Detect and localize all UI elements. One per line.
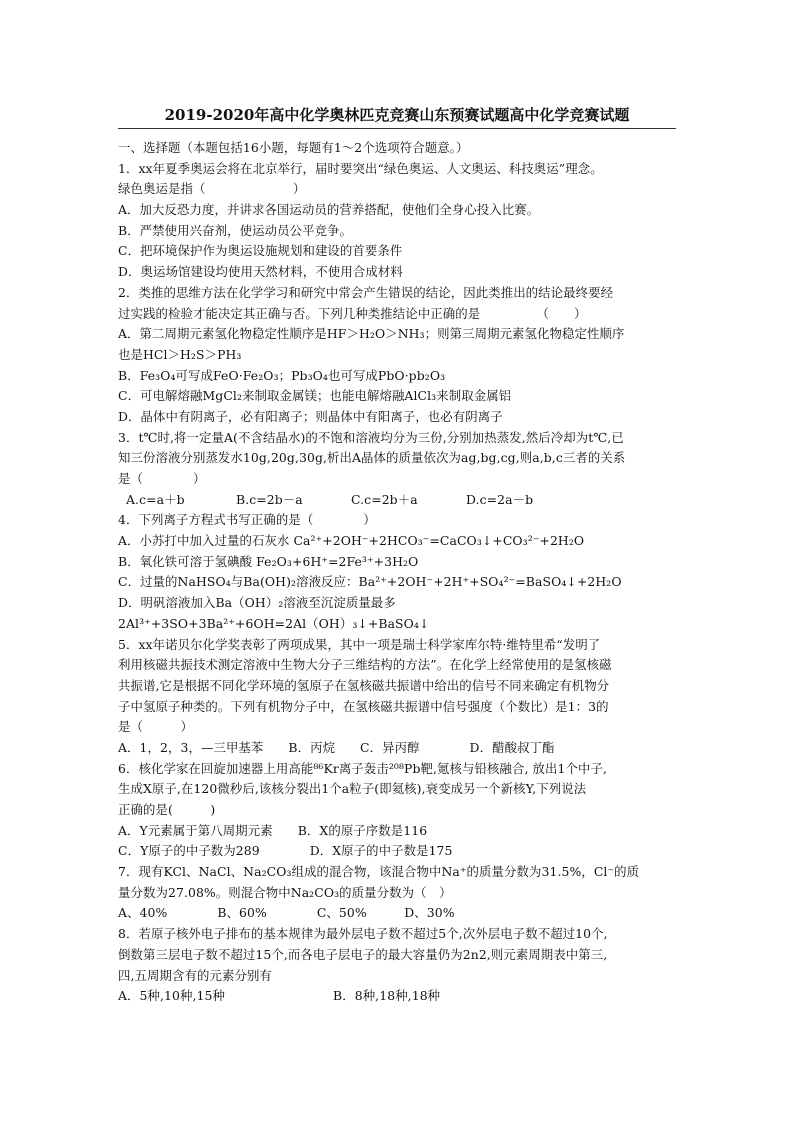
q2-stem-line-2: 过实践的检验才能决定其正确与否。下列几种类推结论中正确的是 （ ） [118,305,587,321]
q5-stem-line-4: 子中氢原子种类的。下列有机物分子中，在氢核磁共振谱中信号强度（个数比）是1：3的 [118,698,609,714]
q1-option-a: A．加大反恐力度，并讲求各国运动员的营养搭配，使他们全身心投入比赛。 [118,202,540,218]
q1-option-b: B．严禁使用兴奋剂，使运动员公平竞争。 [118,222,353,238]
section-heading: 一、选择题（本题包括16小题，每题有1～2个选项符合题意。） [118,140,469,155]
q4-option-d: D．明矾溶液加入Ba（OH）₂溶液至沉淀质量最多 [118,595,396,611]
q2-stem-line-1: 2．类推的思维方法在化学学习和研究中常会产生错误的结论，因此类推出的结论最终要经 [118,284,614,300]
q8-options [118,986,678,1007]
q3-stem-line-2: 知三份溶液分别蒸发水10g,20g,30g,析出A晶体的质量依次为ag,bg,cg,则a,b,c三者的关系 [118,450,626,466]
q7-stem-line-1: 7．现有KCl、NaCl、Na₂CO₃组成的混合物，该混合物中Na⁺的质量分数为31.5%，Cl⁻的质 [118,864,640,880]
q2-option-a: A．第二周期元素氢化物稳定性顺序是HF＞H₂O＞NH₃；则第三周期元素氢化物稳定性顺序 [118,326,625,342]
q6-stem-line-1: 6．核化学家在回旋加速器上用高能⁸⁶Kr离子轰击²⁰⁸Pb靶,氪核与铅核融合, 放出1个中子, [118,760,608,776]
q1-option-c: C．把环境保护作为奥运设施规划和建设的首要条件 [118,243,403,259]
q4-stem: 4．下列离子方程式书写正确的是（ ） [118,512,376,528]
q8-stem-line-3: 四,五周期含有的元素分别有 [118,967,272,983]
q2-option-b: B．Fe₃O₄可写成FeO·Fe₂O₃；Pb₃O₄也可写成PbO·pb₂O₃ [118,367,446,383]
q3-option-d: D.c=2a－b [466,491,534,507]
q2-option-a-cont: 也是HCl＞H₂S＞PH₃ [118,346,242,362]
title-underline [118,128,676,129]
q1-option-d: D．奥运场馆建设均使用天然材料，不使用合成材料 [118,264,403,280]
q3-stem-line-1: 3．t℃时,将一定量A(不含结晶水)的不饱和溶液均分为三份,分别加热蒸发,然后冷却为t℃,已 [118,429,624,445]
q6-options-ab: A．Y元素属于第八周期元素 B．X的原子序数是116 [118,822,428,838]
q5-stem-line-1: 5．xx年诺贝尔化学奖表彰了两项成果，其中一项是瑞士科学家库尔特·维特里希“发明了 [118,636,601,652]
page-title: 2019-2020年高中化学奥林匹克竞赛山东预赛试题高中化学竞赛试题 [164,106,630,124]
q7-stem-line-2: 量分数为27.08%。则混合物中Na₂CO₃的质量分数为（ ） [118,884,452,900]
q5-stem-line-2: 利用核磁共振技术测定溶液中生物大分子三维结构的方法”。在化学上经常使用的是氢核磁 [118,657,612,673]
q8-option-b: B．8种,18种,18种 [333,988,441,1004]
question-body [118,138,678,1007]
q4-option-d-equation: 2Al³⁺+3SO+3Ba²⁺+6OH=2Al（OH）₃↓+BaSO₄↓ [118,615,430,631]
q5-stem-line-3: 共振谱,它是根据不同化学环境的氢原子在氢核磁共振谱中给出的信号不同来确定有机物分 [118,677,610,693]
q5-stem-line-5: 是（ ） [118,719,193,735]
q8-stem-line-2: 倒数第三层电子数不超过15个,而各电子层电子的最大容量仍为2n2,则元素周期表中第三, [118,946,608,962]
q2-option-c: C．可电解熔融MgCl₂来制取金属镁；也能电解熔融AlCl₃来制取金属铝 [118,388,512,404]
q6-stem-line-2: 生成X原子,在120微秒后,该核分裂出1个a粒子(即氦核),衰变成另一个新核Y,下列说法 [118,781,587,797]
q4-option-a: A．小苏打中加入过量的石灰水 Ca²⁺+2OH⁻+2HCO₃⁻=CaCO₃↓+CO₃²⁻+2H₂O [118,533,585,549]
q1-stem-line-2: 绿色奥运是指（ ） [118,181,306,197]
q7-options: A、40% B、60% C、50% D、30% [118,905,455,921]
q3-stem-line-3: 是（ ） [118,471,206,486]
q3-option-b: B.c=2b－a [236,491,303,507]
q3-option-a: A.c=a＋b [126,491,185,507]
q5-options: A．1，2，3，—三甲基苯 B．丙烷 C．异丙醇 D．醋酸叔丁酯 [118,739,555,755]
q6-stem-line-3: 正确的是( ) [118,802,216,817]
q8-option-a: A．5种,10种,15种 [118,988,226,1004]
q8-stem-line-1: 8．若原子核外电子排布的基本规律为最外层电子数不超过5个,次外层电子数不超过10个, [118,926,608,942]
q6-options-cd: C．Y原子的中子数为289 D．X原子的中子数是175 [118,843,453,859]
q2-option-d: D．晶体中有阴离子，必有阳离子；则晶体中有阳离子，也必有阴离子 [118,408,503,424]
q3-option-c: C.c=2b＋a [351,491,418,507]
q4-option-c: C．过量的NaHSO₄与Ba(OH)₂溶液反应：Ba²⁺+2OH⁻+2H⁺+SO₄²⁻=BaSO₄↓+2H₂O [118,574,622,590]
q3-options [118,490,678,511]
q4-option-b: B．氧化铁可溶于氢碘酸 Fe₂O₃+6H⁺=2Fe³⁺+3H₂O [118,553,419,569]
q1-stem-line-1: 1．xx年夏季奥运会将在北京举行，届时要突出“绿色奥运、人文奥运、科技奥运”理念。 [118,160,603,176]
